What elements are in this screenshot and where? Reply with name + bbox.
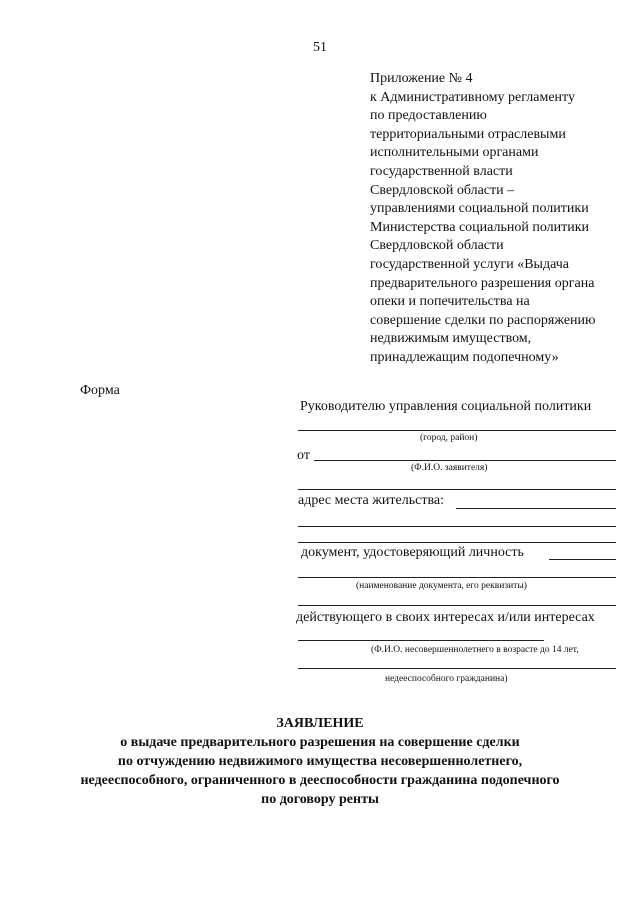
statement-line: по отчуждению недвижимого имущества несовершеннолетнего, xyxy=(117,754,523,769)
appendix-line: Приложение № 4 xyxy=(370,71,473,86)
minor-hint-1: (Ф.И.О. несовершеннолетнего в возрасте до 14 лет, xyxy=(371,645,579,655)
statement-block xyxy=(0,714,640,809)
residence-label: адрес места жительства: xyxy=(298,493,444,508)
id-document-field-line-2[interactable] xyxy=(298,577,616,578)
appendix-line: исполнительными органами xyxy=(370,145,539,161)
statement-line: недееспособного, ограниченного в дееспособности гражданина подопечного xyxy=(80,773,560,788)
id-document-field-line[interactable] xyxy=(549,559,616,560)
appendix-line: управлениями социальной политики xyxy=(370,201,589,217)
id-document-label: документ, удостоверяющий личность xyxy=(301,545,524,560)
applicant-field-line[interactable] xyxy=(314,460,616,461)
appendix-line: Министерства социальной политики xyxy=(370,219,590,235)
residence-field-line-2[interactable] xyxy=(298,526,616,527)
acting-label: действующего в своих интересах и/или интересах xyxy=(296,610,595,625)
appendix-line: государственной власти xyxy=(370,163,513,179)
appendix-line: Свердловской области xyxy=(370,238,504,254)
minor-hint-2: недееспособного гражданина) xyxy=(385,674,508,684)
statement-line: о выдаче предварительного разрешения на совершение сделки xyxy=(120,735,520,750)
residence-field-line-3[interactable] xyxy=(298,542,616,543)
from-label: от xyxy=(297,448,310,463)
appendix-line: государственной услуги «Выдача xyxy=(370,256,569,272)
appendix-line: к Административному регламенту xyxy=(370,89,575,105)
appendix-line: по предоставлению xyxy=(370,108,487,124)
city-field-line[interactable] xyxy=(298,430,616,431)
appendix-line: принадлежащим подопечному» xyxy=(370,349,559,365)
appendix-line: территориальными отраслевыми xyxy=(370,126,566,142)
minor-field-line[interactable] xyxy=(298,640,544,641)
minor-field-line-2[interactable] xyxy=(298,668,616,669)
appendix-line: предварительного разрешения органа xyxy=(370,275,595,291)
statement-title: ЗАЯВЛЕНИЕ xyxy=(276,716,364,731)
appendix-note xyxy=(370,70,632,368)
city-hint: (город, район) xyxy=(420,433,478,443)
blank-line[interactable] xyxy=(298,489,616,490)
id-document-hint: (наименование документа, его реквизиты) xyxy=(356,581,527,591)
statement-line: по договору ренты xyxy=(261,792,379,807)
form-label: Форма xyxy=(80,383,120,398)
applicant-hint: (Ф.И.О. заявителя) xyxy=(411,463,488,473)
appendix-line: Свердловской области – xyxy=(370,182,515,198)
blank-line-2[interactable] xyxy=(298,605,616,606)
appendix-line: недвижимым имуществом, xyxy=(370,331,532,347)
page-number: 51 xyxy=(313,40,327,55)
appendix-line: опеки и попечительства на xyxy=(370,294,530,310)
appendix-line: совершение сделки по распоряжению xyxy=(370,312,596,328)
residence-field-line[interactable] xyxy=(456,508,616,509)
addressee-text: Руководителю управления социальной политики xyxy=(300,399,592,414)
